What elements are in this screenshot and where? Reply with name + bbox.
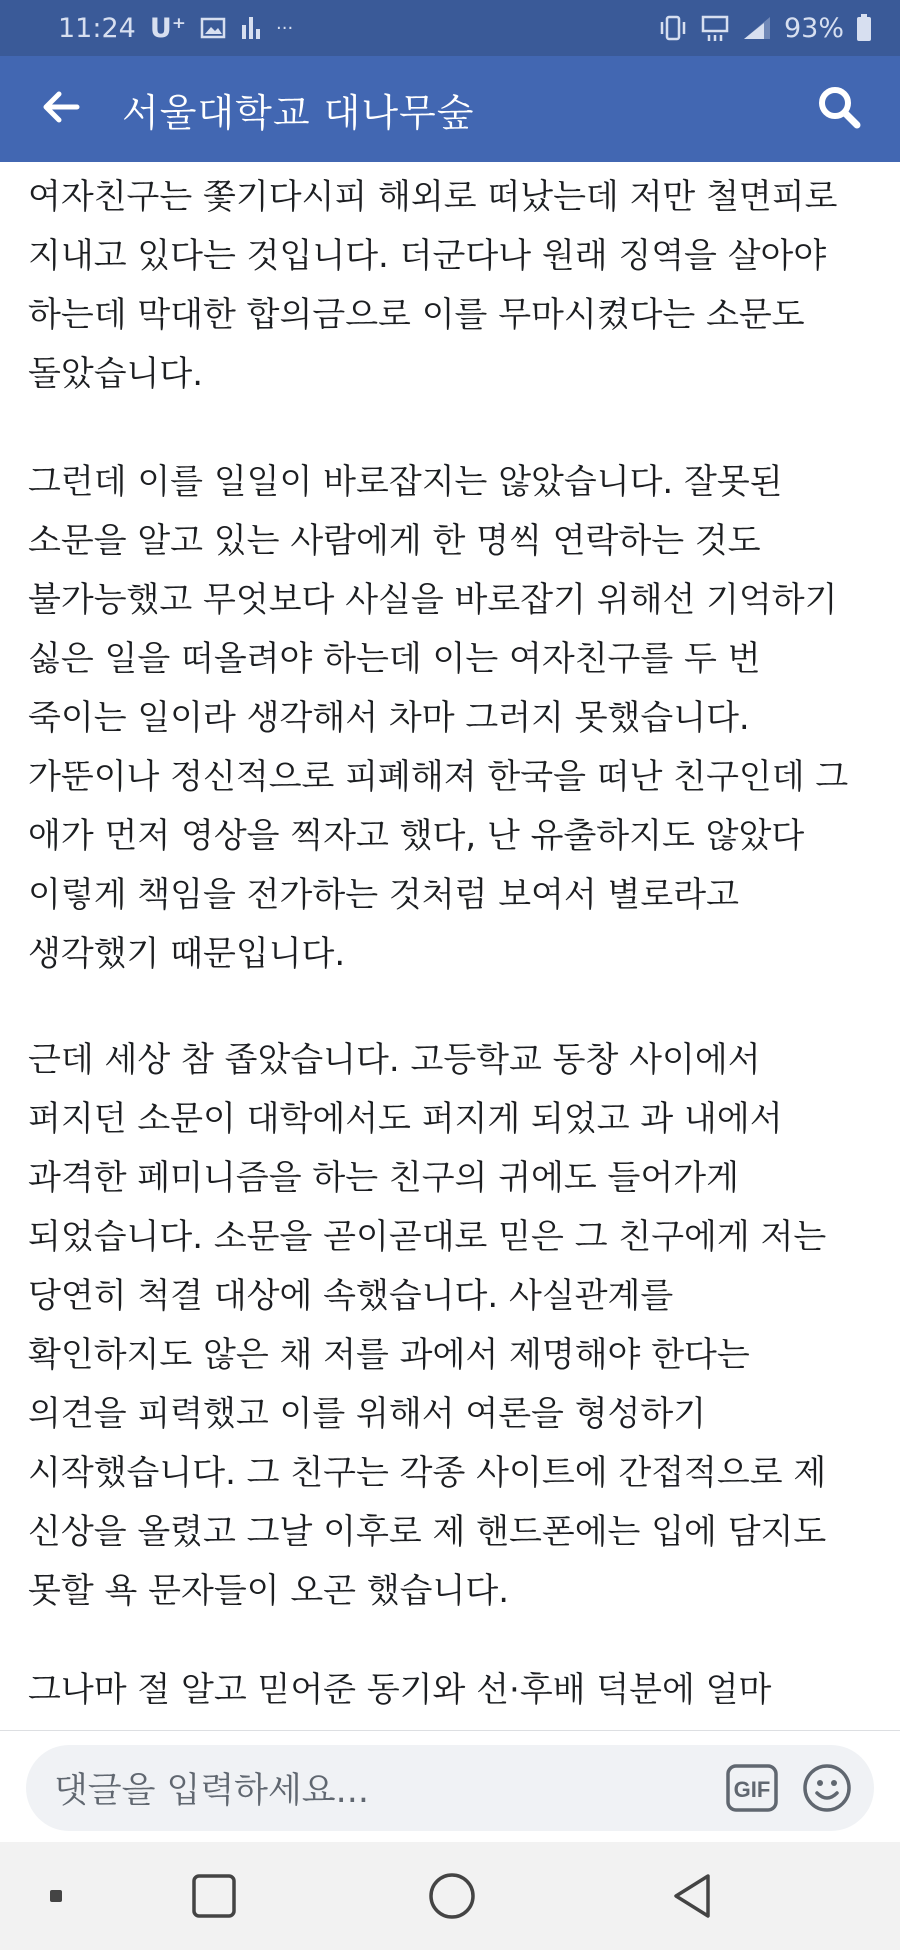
post-line: 생각했기 때문입니다.: [28, 934, 346, 974]
carrier-label: U⁺: [149, 12, 186, 44]
post-line: 돌았습니다.: [28, 354, 204, 394]
post-paragraph-1: [28, 168, 888, 404]
volte-icon: [700, 13, 730, 43]
post-line: 가뚠이나 정신적으로 피폐해져 한국을 떠난 친구인데 그: [28, 757, 849, 797]
post-line: 소문을 알고 있는 사람에게 한 명씩 연락하는 것도: [28, 521, 761, 561]
square-icon: [190, 1872, 238, 1920]
post-paragraph-3: [28, 1031, 888, 1621]
post-line: 싫은 일을 떠올려야 하는데 이는 여자친구를 두 번: [28, 639, 761, 679]
post-line: 의견을 피력했고 이를 위해서 여론을 형성하기: [28, 1394, 707, 1434]
status-left: [58, 13, 293, 44]
nav-menu-button[interactable]: [24, 1864, 88, 1928]
page-title: 서울대학교 대나무숲: [122, 90, 475, 135]
post-content: [0, 162, 900, 1730]
post-line: 시작했습니다. 그 친구는 각종 사이트에 간접적으로 제: [28, 1453, 827, 1493]
post-line: 신상을 올렸고 그날 이후로 제 핸드폰에는 입에 담지도: [28, 1512, 827, 1552]
more-notifications-icon: ···: [276, 17, 294, 39]
home-circle-icon: [427, 1871, 477, 1921]
post-paragraph-2: [28, 453, 888, 984]
search-button[interactable]: [802, 72, 876, 146]
post-line: 되었습니다. 소문을 곧이곧대로 믿은 그 친구에게 저는: [28, 1217, 827, 1257]
emoji-icon: [801, 1762, 853, 1814]
status-right: [658, 13, 872, 44]
bar-chart-icon: [240, 15, 262, 41]
status-time: 11:24: [58, 12, 136, 44]
recent-apps-button[interactable]: [182, 1864, 246, 1928]
comment-placeholder: 댓글을 입력하세요...: [54, 1771, 369, 1811]
post-line: 죽이는 일이라 생각해서 차마 그러지 못했습니다.: [28, 698, 750, 738]
comment-input[interactable]: [26, 1745, 874, 1831]
emoji-button[interactable]: [800, 1761, 854, 1815]
system-nav-bar: [0, 1842, 900, 1950]
post-line: 과격한 페미니즘을 하는 친구의 귀에도 들어가게: [28, 1158, 739, 1198]
search-icon: [816, 84, 862, 134]
post-line: 그나마 절 알고 믿어준 동기와 선·후배 덕분에 얼마: [28, 1670, 772, 1710]
gallery-icon: [200, 16, 226, 40]
home-button[interactable]: [420, 1864, 484, 1928]
back-button[interactable]: [24, 72, 98, 146]
post-line: 그런데 이를 일일이 바로잡지는 않았습니다. 잘못된: [28, 462, 783, 502]
post-line: 확인하지도 않은 채 저를 과에서 제명해야 한다는: [28, 1335, 750, 1375]
post-line: 이렇게 책임을 전가하는 것처럼 보여서 별로라고: [28, 875, 739, 915]
signal-icon: [742, 15, 772, 41]
status-bar: [0, 0, 900, 56]
gif-label: GIF: [733, 1777, 771, 1802]
post-line: 애가 먼저 영상을 찍자고 했다, 난 유출하지도 않았다: [28, 816, 805, 856]
post-line: 여자친구는 쫓기다시피 해외로 떠났는데 저만 철면피로: [28, 177, 838, 217]
back-arrow-icon: [41, 90, 81, 128]
post-line: 지내고 있다는 것입니다. 더군다나 원래 징역을 살아야: [28, 236, 827, 276]
app-bar: [0, 56, 900, 162]
vibrate-icon: [658, 13, 688, 43]
battery-percent: 93%: [783, 12, 844, 44]
gif-icon: [726, 1764, 778, 1812]
post-line: 불가능했고 무엇보다 사실을 바로잡기 위해선 기억하기: [28, 580, 838, 620]
post-line: 당연히 척결 대상에 속했습니다. 사실관계를: [28, 1276, 674, 1316]
comment-bar: [0, 1730, 900, 1843]
dot-icon: [46, 1886, 66, 1906]
post-line: 하는데 막대한 합의금으로 이를 무마시켰다는 소문도: [28, 295, 805, 335]
post-line: 못할 욕 문자들이 오곤 했습니다.: [28, 1571, 510, 1611]
post-line: 퍼지던 소문이 대학에서도 퍼지게 되었고 과 내에서: [28, 1099, 783, 1139]
back-triangle-icon: [670, 1872, 714, 1920]
battery-icon: [856, 14, 872, 42]
back-nav-button[interactable]: [660, 1864, 724, 1928]
post-line: 근데 세상 참 좁았습니다. 고등학교 동창 사이에서: [28, 1040, 761, 1080]
gif-button[interactable]: [726, 1764, 778, 1812]
